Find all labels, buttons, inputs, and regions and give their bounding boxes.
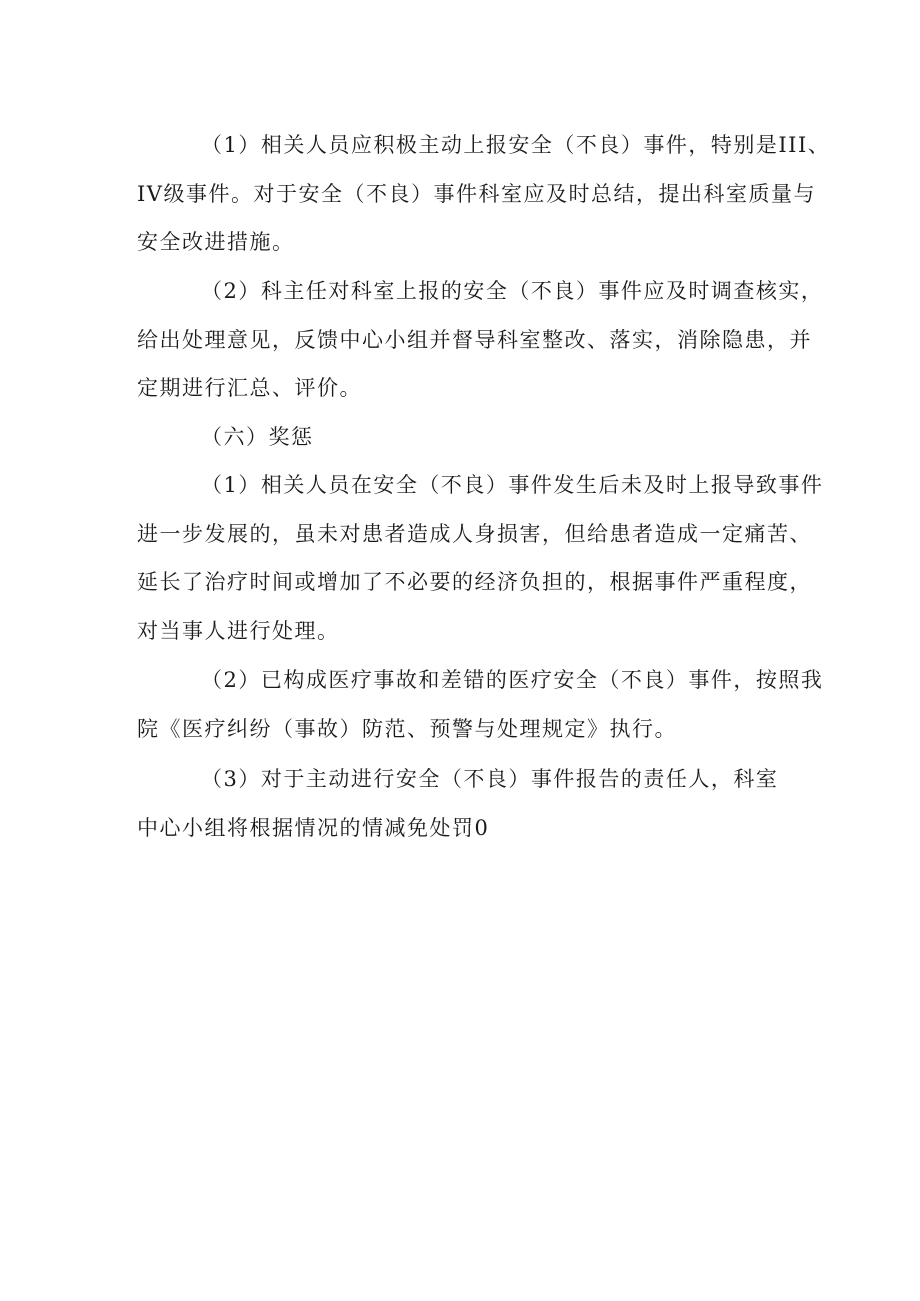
text-line: 院《医疗纠纷（事故）防范、预警与处理规定》执行。 [137,716,677,741]
text-line: （2）已构成医疗事故和差错的医疗安全（不良）事件，按照我 [201,668,824,692]
text-line: （1）相关人员在安全（不良）事件发生后未及时上报导致事件 [201,473,824,497]
paragraph-director-duty [137,267,824,413]
paragraph-voluntary-report [137,755,801,852]
text-line: （2）科主任对科室上报的安全（不良）事件应及时调查核实， [201,279,824,303]
text-line: 给出处理意见，反馈中心小组并督导科室整改、落实，消除隐患，并 [137,327,812,352]
text-line: 安全改进措施。 [137,230,295,254]
text-line: （六）奖惩 [201,425,314,449]
text-line: 中心小组将根据情况的情减免处罚0 [137,815,490,840]
text-line: 定期进行汇总、评价。 [137,376,362,400]
section-heading-rewards-penalties [137,413,801,462]
text-line: （3）对于主动进行安全（不良）事件报告的责任人，科室 [201,767,779,791]
text-line: IV级事件。对于安全（不良）事件科室应及时总结，提出科室质量与 [137,181,816,206]
paragraph-late-report-penalty [137,461,824,655]
paragraph-medical-accident [137,656,824,753]
text-line: （1）相关人员应积极主动上报安全（不良）事件，特别是III、 [201,133,831,157]
paragraph-report-obligation [137,121,831,267]
text-line: 进一步发展的，虽未对患者造成人身损害，但给患者造成一定痛苦、 [137,521,812,546]
text-line: 延长了治疗时间或增加了不必要的经济负担的，根据事件严重程度， [137,570,812,594]
text-line: 对当事人进行处理。 [137,618,340,643]
